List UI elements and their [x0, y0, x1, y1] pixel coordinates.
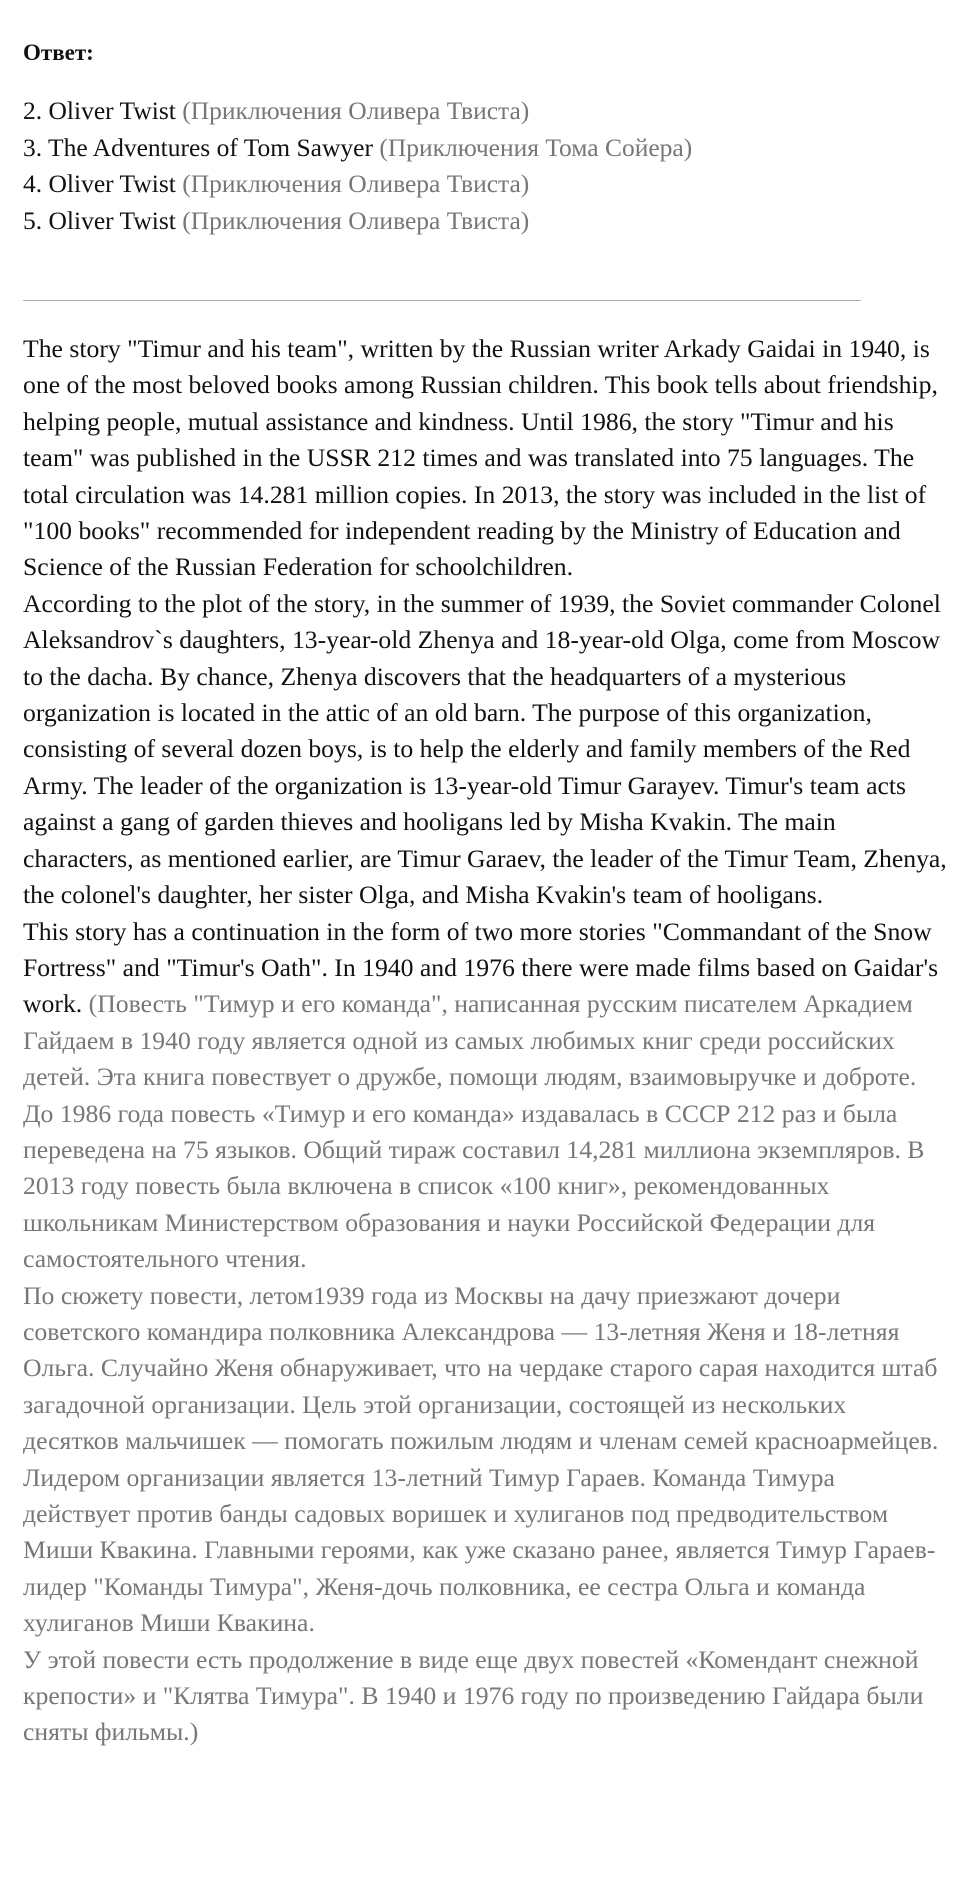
answer-list	[23, 93, 692, 239]
article-translation-ru-1: (Повесть "Тимур и его команда", написанная русским писателем Аркадием Гайдаем в 1940 году является одной из самых любимых книг среди российских детей. Эта книга повествует о дружбе, помощи людям, взаимовыручке и доброте. До 1986 года повесть «Тимур и его команда» издавалась в СССР 212 раз и была переведена на 75 языков. Общий тираж составил 14,281 миллиона экземпляров. В 2013 году повесть была включена в список «100 книг», рекомендованных школьникам Министерством образования и науки Российской Федерации для самостоятельного чтения.	[23, 989, 925, 1274]
article-paragraph-en-3-text: This story has a continuation in the form of two more stories "Commandant of the Snow Fortress" and "Timur's Oath". In 1940 and 1976 there were made films based on Gaidar's work.	[23, 916, 939, 1019]
article-translation-block	[23, 1278, 948, 1751]
article-text	[23, 331, 948, 1751]
article-paragraph-en-2: According to the plot of the story, in the summer of 1939, the Soviet commander Colonel Aleksandrov`s daughters, 13-year-old Zhenya and 18-year-old Olga, come from Moscow to the dacha. By chance, Zhenya discovers that the headquarters of a mysterious organization is located in the attic of an old barn. The purpose of this organization, consisting of several dozen boys, is to help the elderly and family members of the Red Army. The leader of the organization is 13-year-old Timur Garayev. Timur's team acts against a gang of garden thieves and hooligans led by Misha Kvakin. The main characters, as mentioned earlier, are Timur Garaev, the leader of the Timur Team, Zhenya, the colonel's daughter, her sister Olga, and Misha Kvakin's team of hooligans.	[23, 588, 947, 910]
answer-text: 2. Oliver Twist	[23, 96, 176, 125]
article-paragraph-en-3	[23, 914, 948, 1278]
section-divider	[23, 300, 861, 301]
answer-text: 4. Oliver Twist	[23, 169, 176, 198]
article-translation-ru-3: У этой повести есть продолжение в виде еще двух повестей «Комендант снежной крепости» и "Клятва Тимура". В 1940 и 1976 году по произведению Гайдара были сняты фильмы.)	[23, 1644, 924, 1747]
article-translation-ru-2: По сюжету повести, летом1939 года из Москвы на дачу приезжают дочери советского командира полковника Александрова — 13-летняя Женя и 18-летняя Ольга. Случайно Женя обнаруживает, что на чердаке старого сарая находится штаб загадочной организации. Цель этой организации, состоящей из нескольких десятков мальчишек — помогать пожилым людям и членам семей красноармейцев. Лидером организации является 13-летний Тимур Гараев. Команда Тимура действует против банды садовых воришек и хулиганов под предводительством Миши Квакина. Главными героями, как уже сказано ранее, является Тимур Гараев-лидер "Команды Тимура", Женя-дочь полковника, ее сестра Ольга и команда хулиганов Миши Квакина.	[23, 1280, 939, 1638]
answer-text: 5. Oliver Twist	[23, 205, 176, 235]
answer-text: 3. The Adventures of Tom Sawyer	[23, 132, 373, 162]
answer-item-3	[23, 130, 692, 167]
answer-item-5	[23, 203, 692, 240]
answer-translation: (Приключения Оливера Твиста)	[182, 205, 530, 235]
answer-item-2	[23, 93, 692, 130]
answer-heading: Ответ:	[23, 40, 94, 65]
answer-translation: (Приключения Тома Сойера)	[379, 132, 693, 162]
answer-item-4	[23, 166, 692, 203]
answer-translation: (Приключения Оливера Твиста)	[182, 96, 530, 125]
article-paragraph-en-1: The story "Timur and his team", written by the Russian writer Arkady Gaidai in 1940, is one of the most beloved books among Russian children. This book tells about friendship, helping people, mutual assistance and kindness. Until 1986, the story "Timur and his team" was published in the USSR 212 times and was translated into 75 languages. The total circulation was 14.281 million copies. In 2013, the story was included in the list of "100 books" recommended for independent reading by the Ministry of Education and Science of the Russian Federation for schoolchildren.	[23, 334, 938, 582]
answer-translation: (Приключения Оливера Твиста)	[182, 169, 530, 198]
